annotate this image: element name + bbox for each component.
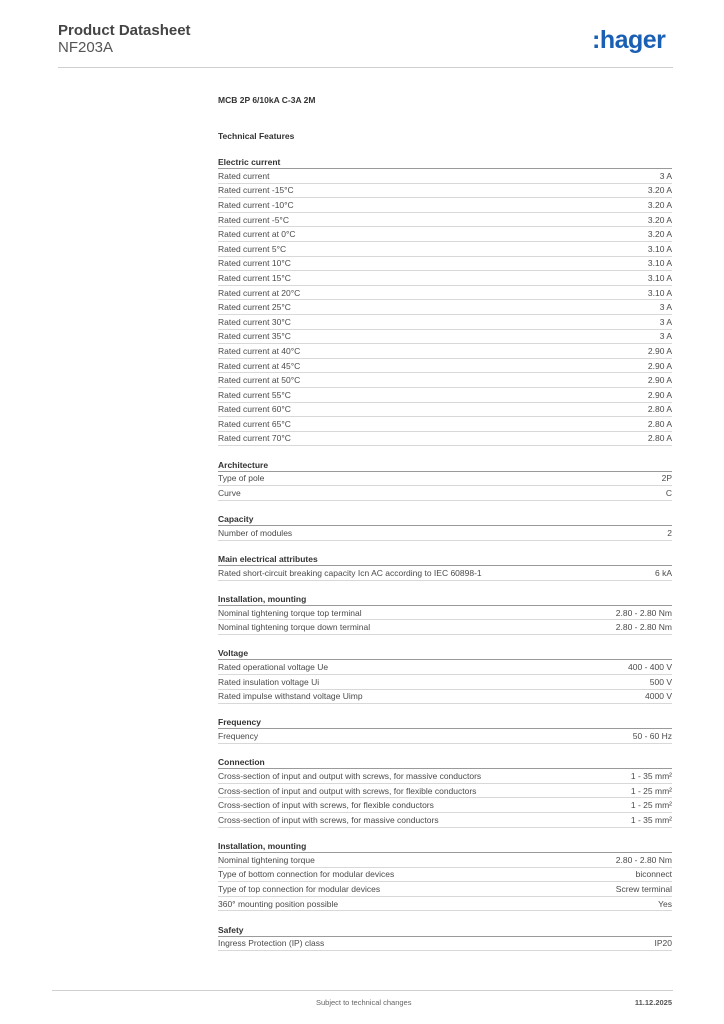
spec-row: [218, 315, 672, 330]
footer-date: 11.12.2025: [634, 998, 672, 1007]
spec-value: 3.20 A: [647, 185, 672, 196]
spec-row: [218, 344, 672, 359]
section-title: Voltage: [218, 647, 672, 660]
spec-label: Ingress Protection (IP) class: [218, 938, 325, 949]
features-heading: Technical Features: [218, 131, 295, 141]
spec-value: 2.80 A: [647, 418, 672, 429]
header-divider: [58, 67, 673, 68]
spec-label: Nominal tightening torque top terminal: [218, 607, 362, 618]
section-title: Architecture: [218, 459, 672, 472]
product-name: MCB 2P 6/10kA C-3A 2M: [218, 95, 316, 105]
spec-value: 1 - 25 mm²: [630, 785, 672, 796]
spec-value: 1 - 35 mm²: [630, 771, 672, 782]
spec-value: 2.80 - 2.80 Nm: [615, 854, 672, 865]
spec-row: [218, 784, 672, 799]
footer-divider: [52, 990, 673, 991]
spec-value: 3.10 A: [647, 258, 672, 269]
spec-value: Screw terminal: [615, 883, 672, 894]
spec-row: [218, 675, 672, 690]
spec-section: [218, 647, 672, 704]
spec-value: 2P: [661, 473, 672, 484]
spec-label: Rated current at 0°C: [218, 229, 296, 240]
spec-row: [218, 882, 672, 897]
spec-section: [218, 756, 672, 827]
spec-label: Cross-section of input with screws, for massive conductors: [218, 814, 439, 825]
spec-label: Type of bottom connection for modular devices: [218, 869, 395, 880]
hager-logo: :hager: [592, 26, 666, 54]
spec-value: C: [665, 487, 672, 498]
spec-label: Rated current 60°C: [218, 404, 291, 415]
spec-section: [218, 513, 672, 541]
section-title: Capacity: [218, 513, 672, 526]
datasheet-content: [218, 94, 672, 964]
spec-row: [218, 813, 672, 828]
section-title: Installation, mounting: [218, 840, 672, 853]
spec-section: [218, 459, 672, 501]
spec-value: 6 kA: [654, 567, 672, 578]
spec-row: [218, 526, 672, 541]
spec-section: [218, 716, 672, 744]
spec-label: Rated current at 40°C: [218, 345, 301, 356]
spec-row: [218, 769, 672, 784]
spec-label: Rated current 70°C: [218, 433, 291, 444]
spec-label: Number of modules: [218, 527, 293, 538]
spec-value: 2.90 A: [647, 389, 672, 400]
spec-section: [218, 553, 672, 581]
section-title: Installation, mounting: [218, 593, 672, 606]
spec-row: [218, 169, 672, 184]
spec-value: 1 - 25 mm²: [630, 800, 672, 811]
spec-row: [218, 359, 672, 374]
spec-label: Rated current 30°C: [218, 316, 291, 327]
spec-label: Rated current -15°C: [218, 185, 294, 196]
section-title: Safety: [218, 924, 672, 937]
section-title: Connection: [218, 756, 672, 769]
spec-row: [218, 213, 672, 228]
spec-row: [218, 257, 672, 272]
spec-label: Type of pole: [218, 473, 265, 484]
spec-label: Rated current 25°C: [218, 302, 291, 313]
spec-value: 4000 V: [645, 691, 672, 702]
spec-value: 2.80 - 2.80 Nm: [615, 607, 672, 618]
spec-label: Rated current -10°C: [218, 199, 294, 210]
spec-row: [218, 606, 672, 621]
spec-value: 2.90 A: [647, 375, 672, 386]
spec-value: IP20: [654, 938, 672, 949]
spec-value: 3.20 A: [647, 229, 672, 240]
spec-value: 3.20 A: [647, 199, 672, 210]
spec-value: 2.80 A: [647, 433, 672, 444]
spec-label: Rated current 15°C: [218, 272, 291, 283]
spec-value: 2.80 A: [647, 404, 672, 415]
spec-row: [218, 417, 672, 432]
spec-row: [218, 472, 672, 487]
spec-value: 3.10 A: [647, 287, 672, 298]
spec-row: [218, 184, 672, 199]
product-code: NF203A: [58, 39, 114, 56]
spec-row: [218, 937, 672, 952]
spec-value: 2.90 A: [647, 345, 672, 356]
spec-label: Rated current 35°C: [218, 331, 291, 342]
spec-value: 2.80 - 2.80 Nm: [615, 622, 672, 633]
spec-row: [218, 566, 672, 581]
spec-row: [218, 300, 672, 315]
spec-label: Nominal tightening torque down terminal: [218, 622, 371, 633]
sections-container: [218, 156, 672, 951]
spec-value: 3 A: [659, 316, 672, 327]
spec-row: [218, 729, 672, 744]
spec-row: [218, 798, 672, 813]
spec-value: 1 - 35 mm²: [630, 814, 672, 825]
spec-row: [218, 620, 672, 635]
spec-value: 2.90 A: [647, 360, 672, 371]
spec-label: Rated current 65°C: [218, 418, 291, 429]
spec-value: 3.20 A: [647, 214, 672, 225]
page-title: Product Datasheet: [58, 22, 191, 39]
spec-section: [218, 924, 672, 952]
spec-section: [218, 840, 672, 911]
spec-row: [218, 198, 672, 213]
spec-label: Rated insulation voltage Ui: [218, 676, 320, 687]
spec-label: Rated current -5°C: [218, 214, 289, 225]
spec-value: 3.10 A: [647, 272, 672, 283]
spec-label: Rated current 10°C: [218, 258, 291, 269]
spec-label: Rated current at 45°C: [218, 360, 301, 371]
spec-label: Rated operational voltage Ue: [218, 662, 329, 673]
spec-label: Rated current: [218, 170, 270, 181]
spec-row: [218, 853, 672, 868]
spec-label: Rated short-circuit breaking capacity Icn AC according to IEC 60898-1: [218, 567, 482, 578]
spec-label: Cross-section of input and output with screws, for flexible conductors: [218, 785, 477, 796]
spec-label: 360° mounting position possible: [218, 898, 339, 909]
spec-row: [218, 242, 672, 257]
spec-label: Rated current at 50°C: [218, 375, 301, 386]
spec-row: [218, 432, 672, 447]
spec-value: 3 A: [659, 331, 672, 342]
spec-label: Curve: [218, 487, 241, 498]
spec-value: 400 - 400 V: [628, 662, 672, 673]
spec-label: Frequency: [218, 731, 259, 742]
spec-label: Rated impulse withstand voltage Uimp: [218, 691, 363, 702]
spec-value: 3.10 A: [647, 243, 672, 254]
spec-label: Rated current 55°C: [218, 389, 291, 400]
spec-value: Yes: [658, 898, 672, 909]
spec-row: [218, 271, 672, 286]
spec-row: [218, 690, 672, 705]
spec-row: [218, 660, 672, 675]
spec-label: Cross-section of input and output with screws, for massive conductors: [218, 771, 482, 782]
section-title: Electric current: [218, 156, 672, 169]
spec-row: [218, 373, 672, 388]
spec-value: 2: [667, 527, 672, 538]
spec-row: [218, 403, 672, 418]
spec-value: 3 A: [659, 170, 672, 181]
spec-label: Rated current at 20°C: [218, 287, 301, 298]
spec-section: [218, 593, 672, 635]
spec-row: [218, 388, 672, 403]
spec-value: 50 - 60 Hz: [632, 731, 672, 742]
spec-row: [218, 868, 672, 883]
spec-label: Rated current 5°C: [218, 243, 287, 254]
spec-section: [218, 156, 672, 446]
spec-row: [218, 227, 672, 242]
footer-note: Subject to technical changes: [316, 998, 412, 1007]
spec-row: [218, 330, 672, 345]
spec-value: 500 V: [649, 676, 672, 687]
spec-label: Cross-section of input with screws, for flexible conductors: [218, 800, 434, 811]
spec-row: [218, 286, 672, 301]
spec-row: [218, 897, 672, 912]
spec-row: [218, 486, 672, 501]
spec-value: 3 A: [659, 302, 672, 313]
spec-value: biconnect: [635, 869, 672, 880]
spec-label: Nominal tightening torque: [218, 854, 315, 865]
section-title: Frequency: [218, 716, 672, 729]
spec-label: Type of top connection for modular devices: [218, 883, 381, 894]
section-title: Main electrical attributes: [218, 553, 672, 566]
